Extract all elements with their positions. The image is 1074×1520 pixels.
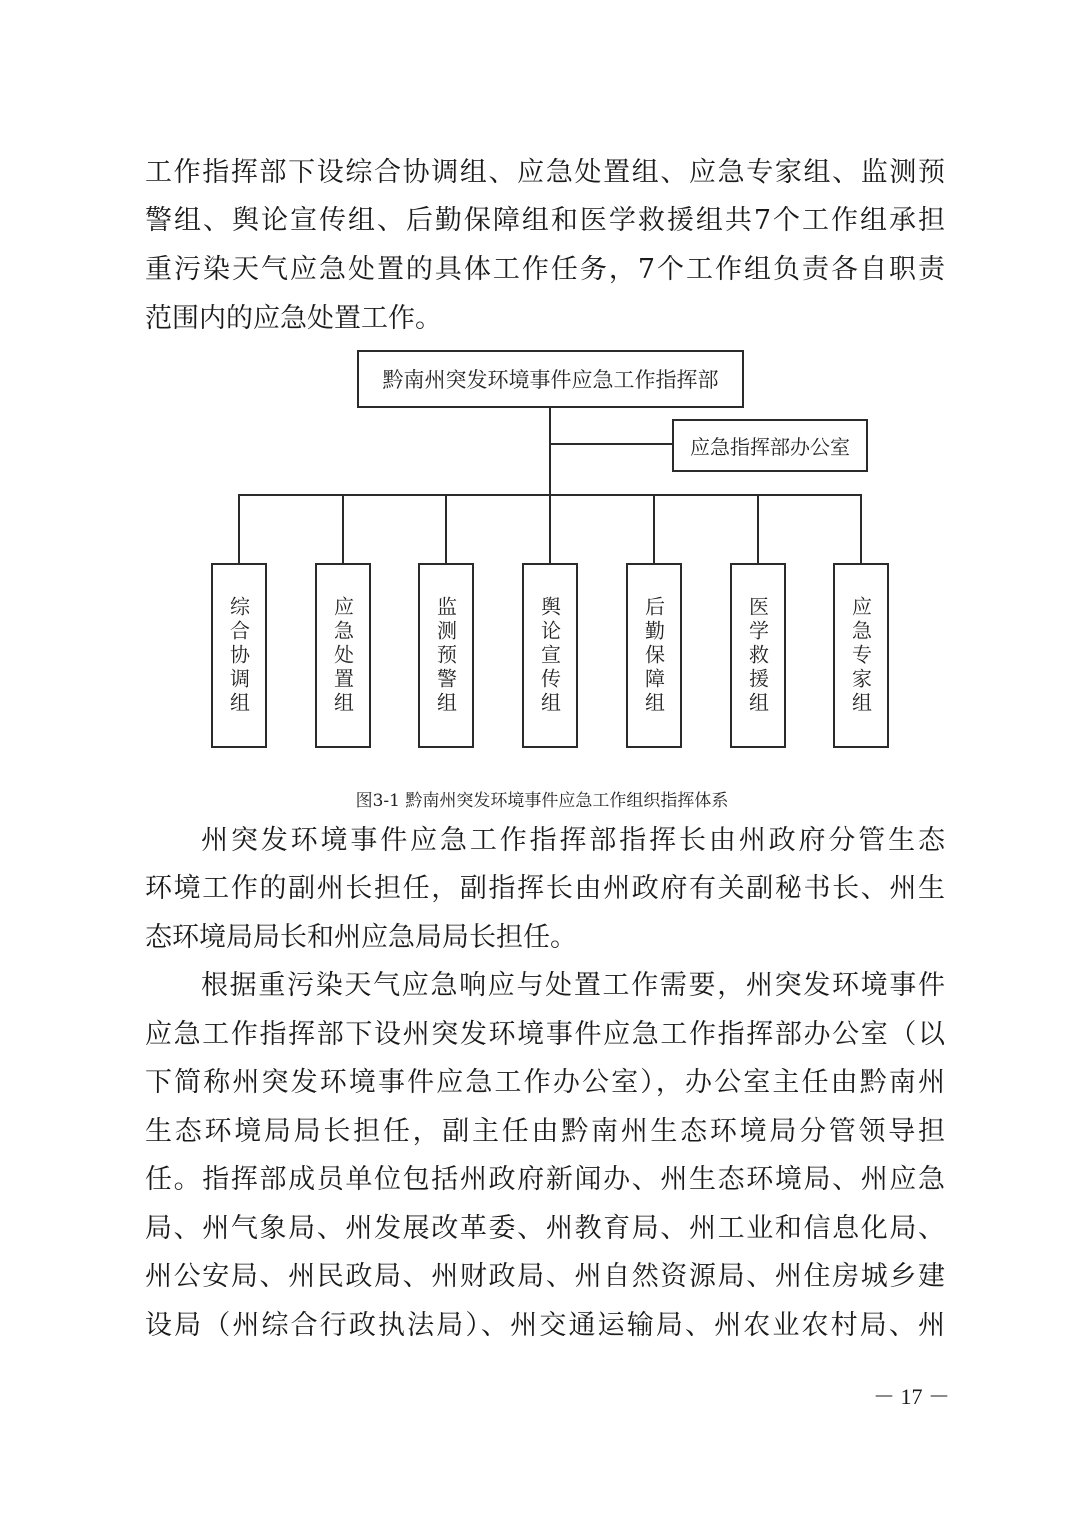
connector-line [860,494,862,564]
body-text-line: 环境工作的副州长担任，副指挥长由州政府有关副秘书长、州生 [145,873,945,904]
body-text-line: 州突发环境事件应急工作指挥部指挥长由州政府分管生态 [201,825,945,856]
body-text-line: 重污染天气应急处置的具体工作任务，7个工作组负责各自职责 [145,254,945,285]
org-group-box [418,563,474,748]
body-text-line: 州公安局、州民政局、州财政局、州自然资源局、州住房城乡建 [145,1261,945,1292]
body-text-line: 任。指挥部成员单位包括州政府新闻办、州生态环境局、州应急 [145,1164,945,1195]
org-top-box [357,350,744,408]
connector-line [549,408,551,496]
org-top-label: 黔南州突发环境事件应急工作指挥部 [382,368,719,392]
connector-line [238,494,240,564]
org-group-box [626,563,682,748]
body-text-line: 应急工作指挥部下设州突发环境事件应急工作指挥部办公室（以 [145,1019,945,1050]
connector-line [445,494,447,564]
org-group-label: 舆论宣传组 [537,595,562,716]
org-group-box [730,563,786,748]
connector-line [549,494,551,564]
body-text-line: 局、州气象局、州发展改革委、州教育局、州工业和信息化局、 [145,1213,945,1244]
org-group-box [211,563,267,748]
body-text-line: 工作指挥部下设综合协调组、应急处置组、应急专家组、监测预 [145,157,945,188]
org-group-box [833,563,889,748]
body-text-line: 根据重污染天气应急响应与处置工作需要，州突发环境事件 [201,970,945,1001]
org-group-label: 后勤保障组 [641,595,666,716]
figure-caption: 图3-1 黔南州突发环境事件应急工作组织指挥体系 [355,791,729,811]
body-text-line: 范围内的应急处置工作。 [145,303,442,334]
body-text-line: 生态环境局局长担任，副主任由黔南州生态环境局分管领导担 [145,1116,945,1147]
org-group-box [315,563,371,748]
org-office-label: 应急指挥部办公室 [690,435,850,459]
body-text-line: 警组、舆论宣传组、后勤保障组和医学救援组共7个工作组承担 [145,205,945,236]
org-group-label: 监测预警组 [433,595,458,716]
org-group-label: 应急处置组 [330,595,355,716]
body-text-line: 下简称州突发环境事件应急工作办公室），办公室主任由黔南州 [145,1067,945,1098]
org-group-label: 应急专家组 [848,595,873,716]
org-group-box [522,563,578,748]
connector-line [757,494,759,564]
connector-line [549,443,673,445]
body-text-line: 设局（州综合行政执法局）、州交通运输局、州农业农村局、州 [145,1310,945,1341]
page-number: － 17 － [872,1384,950,1409]
connector-line [342,494,344,564]
org-group-label: 医学救援组 [745,595,770,716]
org-office-box [672,419,868,472]
connector-line [653,494,655,564]
body-text-line: 态环境局局长和州应急局局长担任。 [145,922,577,953]
org-group-label: 综合协调组 [226,595,251,716]
